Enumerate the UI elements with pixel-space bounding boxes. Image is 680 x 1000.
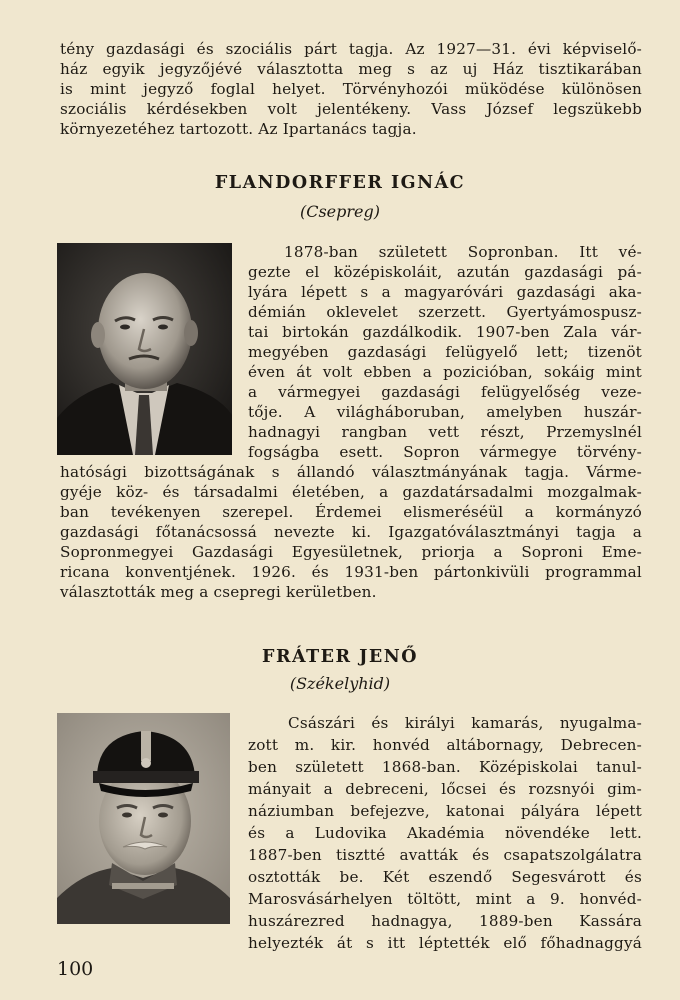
bio-line: éven át volt ebben a pozicióban, sokáig mint — [248, 363, 642, 381]
bio-line: 1887-ben tisztté avatták és csapatszolgálatra — [248, 846, 642, 864]
intro-line: tény gazdasági és szociális párt tagja. Az 1927—31. évi képviselő- — [60, 40, 642, 58]
bio-line: gezte el középiskoláit, azután gazdasági pá- — [248, 263, 642, 281]
portrait-photo — [57, 713, 230, 924]
bio-line: ricana konventjének. 1926. és 1931-ben pártonkivüli programmal — [60, 563, 642, 581]
bio-line: helyezték át s itt léptették elő főhadnaggyá — [248, 934, 642, 952]
bio-line: gyéje köz- és társadalmi életében, a gazdatársadalmi mozgalmak- — [60, 483, 642, 501]
entry-constituency: (Székelyhid) — [289, 674, 391, 693]
bio-line: lyára lépett s a magyaróvári gazdasági aka- — [248, 283, 642, 301]
intro-line: is mint jegyző foglal helyet. Törvényhozói müködése különösen — [60, 80, 642, 98]
bio-line: választották meg a csepregi kerületben. — [60, 583, 377, 601]
bio-line: gazdasági főtanácsossá nevezte ki. Igazgatóválasztmányi tagja a — [60, 523, 642, 541]
bio-line: mányait a debreceni, lőcsei és rozsnyói gim- — [248, 780, 642, 798]
bio-line: Sopronmegyei Gazdasági Egyesületnek, priorja a Soproni Eme- — [60, 543, 642, 561]
entry-name: FRÁTER JENŐ — [262, 647, 418, 667]
bio-line: tője. A világháboruban, amelyben huszár- — [248, 403, 642, 421]
page-number: 100 — [57, 958, 94, 980]
bio-line: tai birtokán gazdálkodik. 1907-ben Zala vár- — [248, 323, 642, 341]
bio-line: fogságba esett. Sopron vármegye törvény- — [248, 443, 642, 461]
bio-line: náziumban befejezve, katonai pályára lépett — [248, 802, 642, 820]
bio-line: és a Ludovika Akadémia növendéke lett. — [248, 824, 642, 842]
bio-line: hatósági bizottságának s állandó választmányának tagja. Várme- — [60, 463, 642, 481]
intro-line: ház egyik jegyzőjévé választotta meg s az uj Ház tisztikarában — [60, 60, 642, 78]
bio-line: zott m. kir. honvéd altábornagy, Debrecen- — [248, 736, 642, 754]
entry-name: FLANDORFFER IGNÁC — [214, 173, 466, 193]
bio-line: a vármegyei gazdasági felügyelőség veze- — [248, 383, 642, 401]
bio-line: ben született 1868-ban. Középiskolai tanul- — [248, 758, 642, 776]
bio-line: ban tevékenyen szerepel. Érdemei elismeréséül a kormányzó — [60, 503, 642, 521]
bio-line: osztották be. Két eszendő Segesvárott és — [248, 868, 642, 886]
entry-constituency: (Csepreg) — [299, 202, 380, 221]
portrait-officer-uniform — [57, 713, 230, 924]
bio-line: hadnagyi rangban vett részt, Przemyslnél — [248, 423, 642, 441]
bio-line: 1878-ban született Sopronban. Itt vé- — [284, 243, 642, 261]
bio-line: démián oklevelet szerzett. Gyertyámospusz- — [248, 303, 642, 321]
bio-line: megyében gazdasági felügyelő lett; tizenöt — [248, 343, 642, 361]
portrait-man-suit — [57, 243, 232, 455]
bio-line: huszárezred hadnagya, 1889-ben Kassára — [248, 912, 642, 930]
bio-line: Császári és királyi kamarás, nyugalma- — [288, 714, 642, 732]
intro-line: környezetéhez tartozott. Az Ipartanács tagja. — [60, 120, 417, 138]
bio-line: Marosvásárhelyen töltött, mint a 9. honvéd- — [248, 890, 642, 908]
intro-line: szociális kérdésekben volt jelentékeny. Vass József legszükebb — [60, 100, 642, 118]
portrait-photo — [57, 243, 232, 455]
